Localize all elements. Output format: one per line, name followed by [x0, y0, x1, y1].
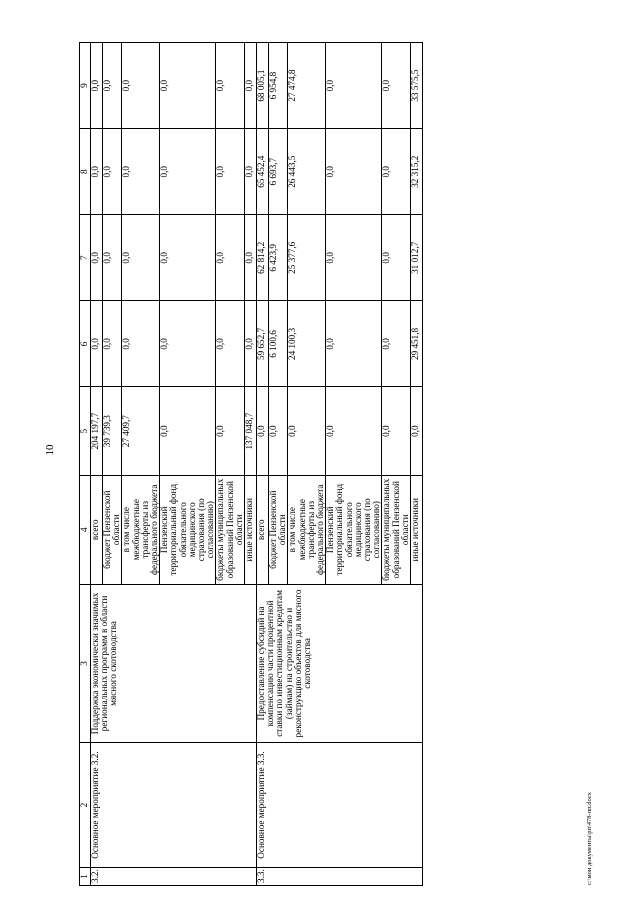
header-cell: 2 — [80, 743, 91, 868]
value-cell: 0,0 — [91, 301, 103, 387]
value-cell: 0,0 — [245, 215, 257, 301]
value-cell: 0,0 — [326, 215, 382, 301]
funding-source: бюджеты муниципальных образований Пензенской области — [216, 475, 245, 584]
value-cell: 33 575,5 — [411, 43, 423, 129]
value-cell: 0,0 — [257, 387, 269, 475]
value-cell: 0,0 — [411, 387, 423, 475]
value-cell: 59 652,7 — [257, 301, 269, 387]
value-cell: 0,0 — [122, 43, 160, 129]
event-description: Предоставление субсидий на компенсацию части процентной ставки по инвестиционным кредитам (займам) на строительство и реконструкцию объектов для мясного скотоводства — [257, 584, 423, 743]
file-path-footer: c:\мои документы\рп\478-пп.docx — [586, 792, 593, 885]
value-cell: 0,0 — [326, 387, 382, 475]
section-code: 3.2. — [91, 867, 257, 885]
value-cell: 6 954,8 — [269, 43, 288, 129]
value-cell: 0,0 — [103, 301, 122, 387]
value-cell: 31 012,7 — [411, 215, 423, 301]
value-cell: 0,0 — [122, 215, 160, 301]
funding-source: всего — [257, 475, 269, 584]
value-cell: 0,0 — [91, 43, 103, 129]
table-row — [91, 43, 103, 886]
value-cell: 0,0 — [326, 129, 382, 215]
value-cell: 0,0 — [326, 301, 382, 387]
value-cell: 6 100,6 — [269, 301, 288, 387]
section-code: 3.3. — [257, 867, 423, 885]
value-cell: 27 409,7 — [122, 387, 160, 475]
funding-source: в том числе межбюджетные трансферты из федерального бюджета — [288, 475, 326, 584]
value-cell: 0,0 — [160, 215, 216, 301]
header-row — [80, 43, 91, 886]
value-cell: 25 377,6 — [288, 215, 326, 301]
value-cell: 0,0 — [160, 387, 216, 475]
funding-source: Пензенский территориальный фонд обязательного медицинского страхования (по согласованию) — [160, 475, 216, 584]
funding-source: бюджеты муниципальных образований Пензенской области — [382, 475, 411, 584]
value-cell: 0,0 — [216, 387, 245, 475]
value-cell: 0,0 — [245, 43, 257, 129]
header-cell: 6 — [80, 301, 91, 387]
value-cell: 65 452,4 — [257, 129, 269, 215]
value-cell: 29 451,8 — [411, 301, 423, 387]
value-cell: 0,0 — [122, 301, 160, 387]
header-cell: 7 — [80, 215, 91, 301]
funding-source: всего — [91, 475, 103, 584]
value-cell: 0,0 — [122, 129, 160, 215]
event-name: Основное мероприятие 3.3. — [257, 743, 423, 868]
header-cell: 8 — [80, 129, 91, 215]
value-cell: 0,0 — [382, 43, 411, 129]
value-cell: 137 048,7 — [245, 387, 257, 475]
header-cell: 9 — [80, 43, 91, 129]
value-cell: 0,0 — [216, 215, 245, 301]
value-cell: 62 814,2 — [257, 215, 269, 301]
value-cell: 0,0 — [160, 301, 216, 387]
funding-source: иные источники — [411, 475, 423, 584]
value-cell: 0,0 — [288, 387, 326, 475]
value-cell: 0,0 — [245, 129, 257, 215]
value-cell: 0,0 — [216, 43, 245, 129]
value-cell: 6 693,7 — [269, 129, 288, 215]
value-cell: 0,0 — [245, 301, 257, 387]
value-cell: 0,0 — [91, 129, 103, 215]
value-cell: 0,0 — [382, 215, 411, 301]
value-cell: 204 197,7 — [91, 387, 103, 475]
header-cell: 4 — [80, 475, 91, 584]
value-cell: 0,0 — [216, 301, 245, 387]
value-cell: 26 443,5 — [288, 129, 326, 215]
value-cell: 6 423,9 — [269, 215, 288, 301]
header-cell: 5 — [80, 387, 91, 475]
value-cell: 24 100,3 — [288, 301, 326, 387]
funding-source: бюджет Пензенской области — [269, 475, 288, 584]
value-cell: 0,0 — [326, 43, 382, 129]
value-cell: 0,0 — [160, 129, 216, 215]
value-cell: 39 739,3 — [103, 387, 122, 475]
value-cell: 0,0 — [382, 129, 411, 215]
value-cell: 0,0 — [103, 215, 122, 301]
rotated-table-wrapper — [79, 42, 599, 886]
value-cell: 0,0 — [103, 43, 122, 129]
value-cell: 0,0 — [382, 387, 411, 475]
value-cell: 0,0 — [103, 129, 122, 215]
event-name: Основное мероприятие 3.2. — [91, 743, 257, 868]
financing-table — [79, 42, 423, 886]
value-cell: 0,0 — [269, 387, 288, 475]
value-cell: 32 315,2 — [411, 129, 423, 215]
funding-source: в том числе межбюджетные трансферты из федерального бюджета — [122, 475, 160, 584]
funding-source: иные источники — [245, 475, 257, 584]
header-cell: 1 — [80, 867, 91, 885]
funding-source: Пензенский территориальный фонд обязательного медицинского страхования (по согласованию) — [326, 475, 382, 584]
table-row — [257, 43, 269, 886]
page-number: 10 — [44, 444, 56, 456]
value-cell: 0,0 — [91, 215, 103, 301]
funding-source: бюджет Пензенской области — [103, 475, 122, 584]
event-description: Поддержка экономически значимых региональных программ в области мясного скотоводства — [91, 584, 257, 743]
value-cell: 0,0 — [160, 43, 216, 129]
value-cell: 0,0 — [216, 129, 245, 215]
header-cell: 3 — [80, 584, 91, 743]
value-cell: 68 005,1 — [257, 43, 269, 129]
value-cell: 0,0 — [382, 301, 411, 387]
value-cell: 27 474,8 — [288, 43, 326, 129]
